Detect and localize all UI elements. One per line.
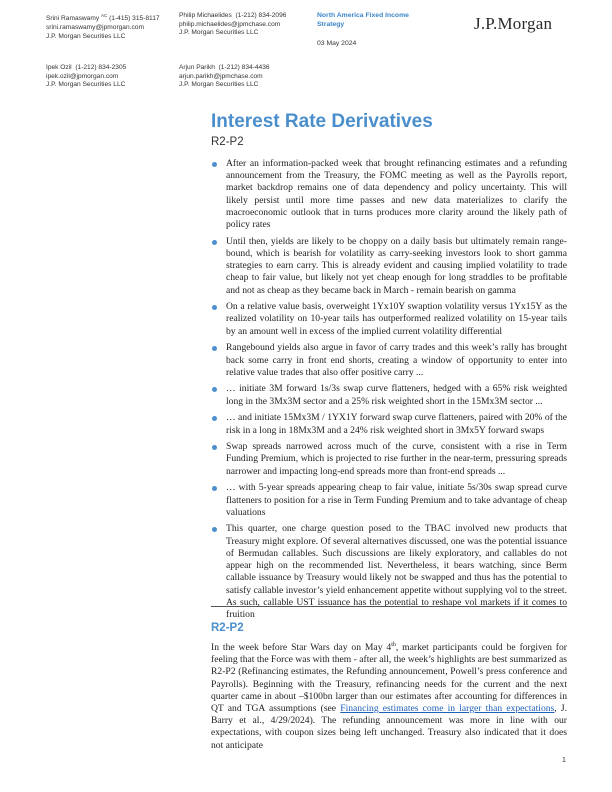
section-heading: R2-P2	[211, 622, 244, 634]
bullet-icon	[212, 387, 217, 392]
page-subtitle: R2-P2	[211, 136, 244, 148]
bullet-text: Swap spreads narrowed across much of the curve, consistent with a rise in Term Funding Premium, which is projected to rise further in the near-term, pressuring spreads narrower and impacting long-end spreads more than front-end spreads ...	[226, 441, 567, 477]
bullet-icon	[212, 162, 217, 167]
contact-phone: (1-415) 315-8117	[109, 15, 160, 23]
bullet-icon	[212, 486, 217, 491]
body-text: , market participants could be forgiven for feeling that the Force was with them - after all, the week’s highlights are best summarized as R2-P2 (Refinancing estimates, the Refunding announcement, Powell’s press conference and Payrolls). Beginning with the Treasury, refinancing needs for the current and the next quarter came in about –$100bn larger than our estimates after accounting for differences in QT and TGA assumptions (see	[211, 642, 567, 715]
contact-firm: J.P. Morgan Securities LLC	[46, 32, 126, 40]
bullet-text: Until then, yields are likely to be choppy on a daily basis but ultimately remain range-bound, which is bearish for volatility as carry-seeking investors look to short gamma strategies to earn carry. This is already evident and causing implied volatility to trade cheap to fair value, but likely not yet cheap enough for long straddles to be profitable and not as cheap as they became back in March - remain bearish on gamma	[226, 235, 567, 296]
contact-name: Ipek Ozil	[46, 64, 72, 71]
jpmorgan-logo: J.P.Morgan	[474, 14, 553, 33]
contact-email[interactable]: ipek.ozil@jpmorgan.com	[46, 72, 119, 80]
bullet-item	[211, 412, 567, 436]
bullet-text: Rangebound yields also argue in favor of carry trades and this week’s rally has brought back some carry in front end shorts, creating a window of opportunity to enter into relative value trades that also offer positive carry ...	[226, 342, 567, 378]
bullet-text: After an information-packed week that brought refinancing estimates and a refunding announcement from the Treasury, the FOMC meeting as well as the Payrolls report, market backdrop remains one of data dependency and policy uncertainty. This will likely persist until more time passes and new data materializes to clarify the macroeconomic outlook that in turns produces more clarity around the likely path of policy rates	[226, 158, 567, 231]
bullet-item	[211, 383, 567, 407]
body-paragraph	[211, 642, 567, 752]
contact-phone: (1-212) 834-2096	[235, 12, 287, 19]
bullet-text: … with 5-year spreads appearing cheap to fair value, initiate 5s/30s swap spread curve flatteners to position for a rise in Term Funding Premium and to take advantage of cheap valuations	[226, 482, 567, 518]
contact-suffix: AC	[100, 13, 108, 18]
bullet-item	[211, 236, 567, 297]
body-superscript: th	[391, 641, 396, 648]
bullet-icon	[212, 445, 217, 450]
bullet-text: This quarter, one charge question posed to the TBAC involved new products that Treasury might explore. Of several alternatives discussed, one was the potential issuance of Bermudan callables. Such discussions are likely exploratory, and callables do not appear high on the recommended list. Nevertheless, it bears watching, since Berm callable issuance by Treasury would likely not be swapped and thus has the potential to satisfy callable investor’s yield enhancement appetite without supplying vol to the street. As such, callable UST issuance has the potential to reshape vol markets if it comes to fruition	[226, 523, 567, 620]
summary-bullets	[211, 158, 567, 626]
bullet-item	[211, 301, 567, 338]
page-title: Interest Rate Derivatives	[211, 111, 433, 132]
bullet-text: On a relative value basis, overweight 1Yx10Y swaption volatility versus 1Yx15Y as the realized volatility on 10-year tails has outperformed realized volatility on 15-year tails by an amount well in excess of the implied current volatility differential	[226, 301, 567, 337]
contact-srini	[46, 12, 186, 41]
bullet-icon	[212, 346, 217, 351]
body-text: , J. Barry et al., 4/29/2024). The refunding announcement was more in line with our expectations, with coupon sizes being left unchanged. Treasury also indicated that it does not anticipate	[211, 703, 567, 751]
contact-email[interactable]: philip.michaelides@jpmchase.com	[179, 20, 281, 28]
contact-arjun	[179, 64, 319, 90]
bullet-icon	[212, 240, 217, 245]
contact-philip	[179, 12, 319, 38]
bullet-item	[211, 441, 567, 478]
contact-phone: (1-212) 834-2305	[75, 64, 127, 71]
contact-firm: J.P. Morgan Securities LLC	[179, 81, 259, 89]
bullet-icon	[212, 305, 217, 310]
contact-name: Philip Michaelides	[179, 12, 232, 19]
contact-email[interactable]: srini.ramaswamy@jpmorgan.com	[46, 23, 144, 31]
contact-name: Srini Ramaswamy	[46, 15, 100, 23]
section-divider	[211, 606, 567, 607]
series-name: North America Fixed Income	[317, 12, 409, 19]
report-link[interactable]: Financing estimates come in larger than expectations	[340, 703, 555, 715]
bullet-text: … initiate 3M forward 1s/3s swap curve flatteners, hedged with a 65% risk weighted long in the 3Mx3M sector and a 25% risk weighted short in the 15Mx3M sector ...	[226, 383, 567, 407]
bullet-item	[211, 342, 567, 379]
contact-firm: J.P. Morgan Securities LLC	[179, 29, 259, 37]
page-number: 1	[562, 757, 566, 764]
bullet-text: … and initiate 15Mx3M / 1YX1Y forward swap curve flatteners, paired with 20% of the risk in a long in 18Mx3M and a 24% risk weighted short in 3Mx5Y forward swaps	[226, 412, 567, 436]
bullet-icon	[212, 416, 217, 421]
contact-firm: J.P. Morgan Securities LLC	[46, 81, 126, 89]
contact-ipek	[46, 64, 186, 90]
bullet-icon	[212, 527, 217, 532]
bullet-item	[211, 482, 567, 519]
contact-email[interactable]: arjun.parikh@jpmchase.com	[179, 72, 263, 80]
report-meta	[317, 12, 437, 49]
bullet-item	[211, 158, 567, 231]
body-text: In the week before Star Wars day on May 4	[211, 642, 392, 653]
series-name-cont: Strategy	[317, 20, 345, 28]
report-date: 03 May 2024	[317, 40, 357, 48]
contact-name: Arjun Parikh	[179, 64, 215, 71]
contact-phone: (1-212) 834-4436	[218, 64, 270, 71]
